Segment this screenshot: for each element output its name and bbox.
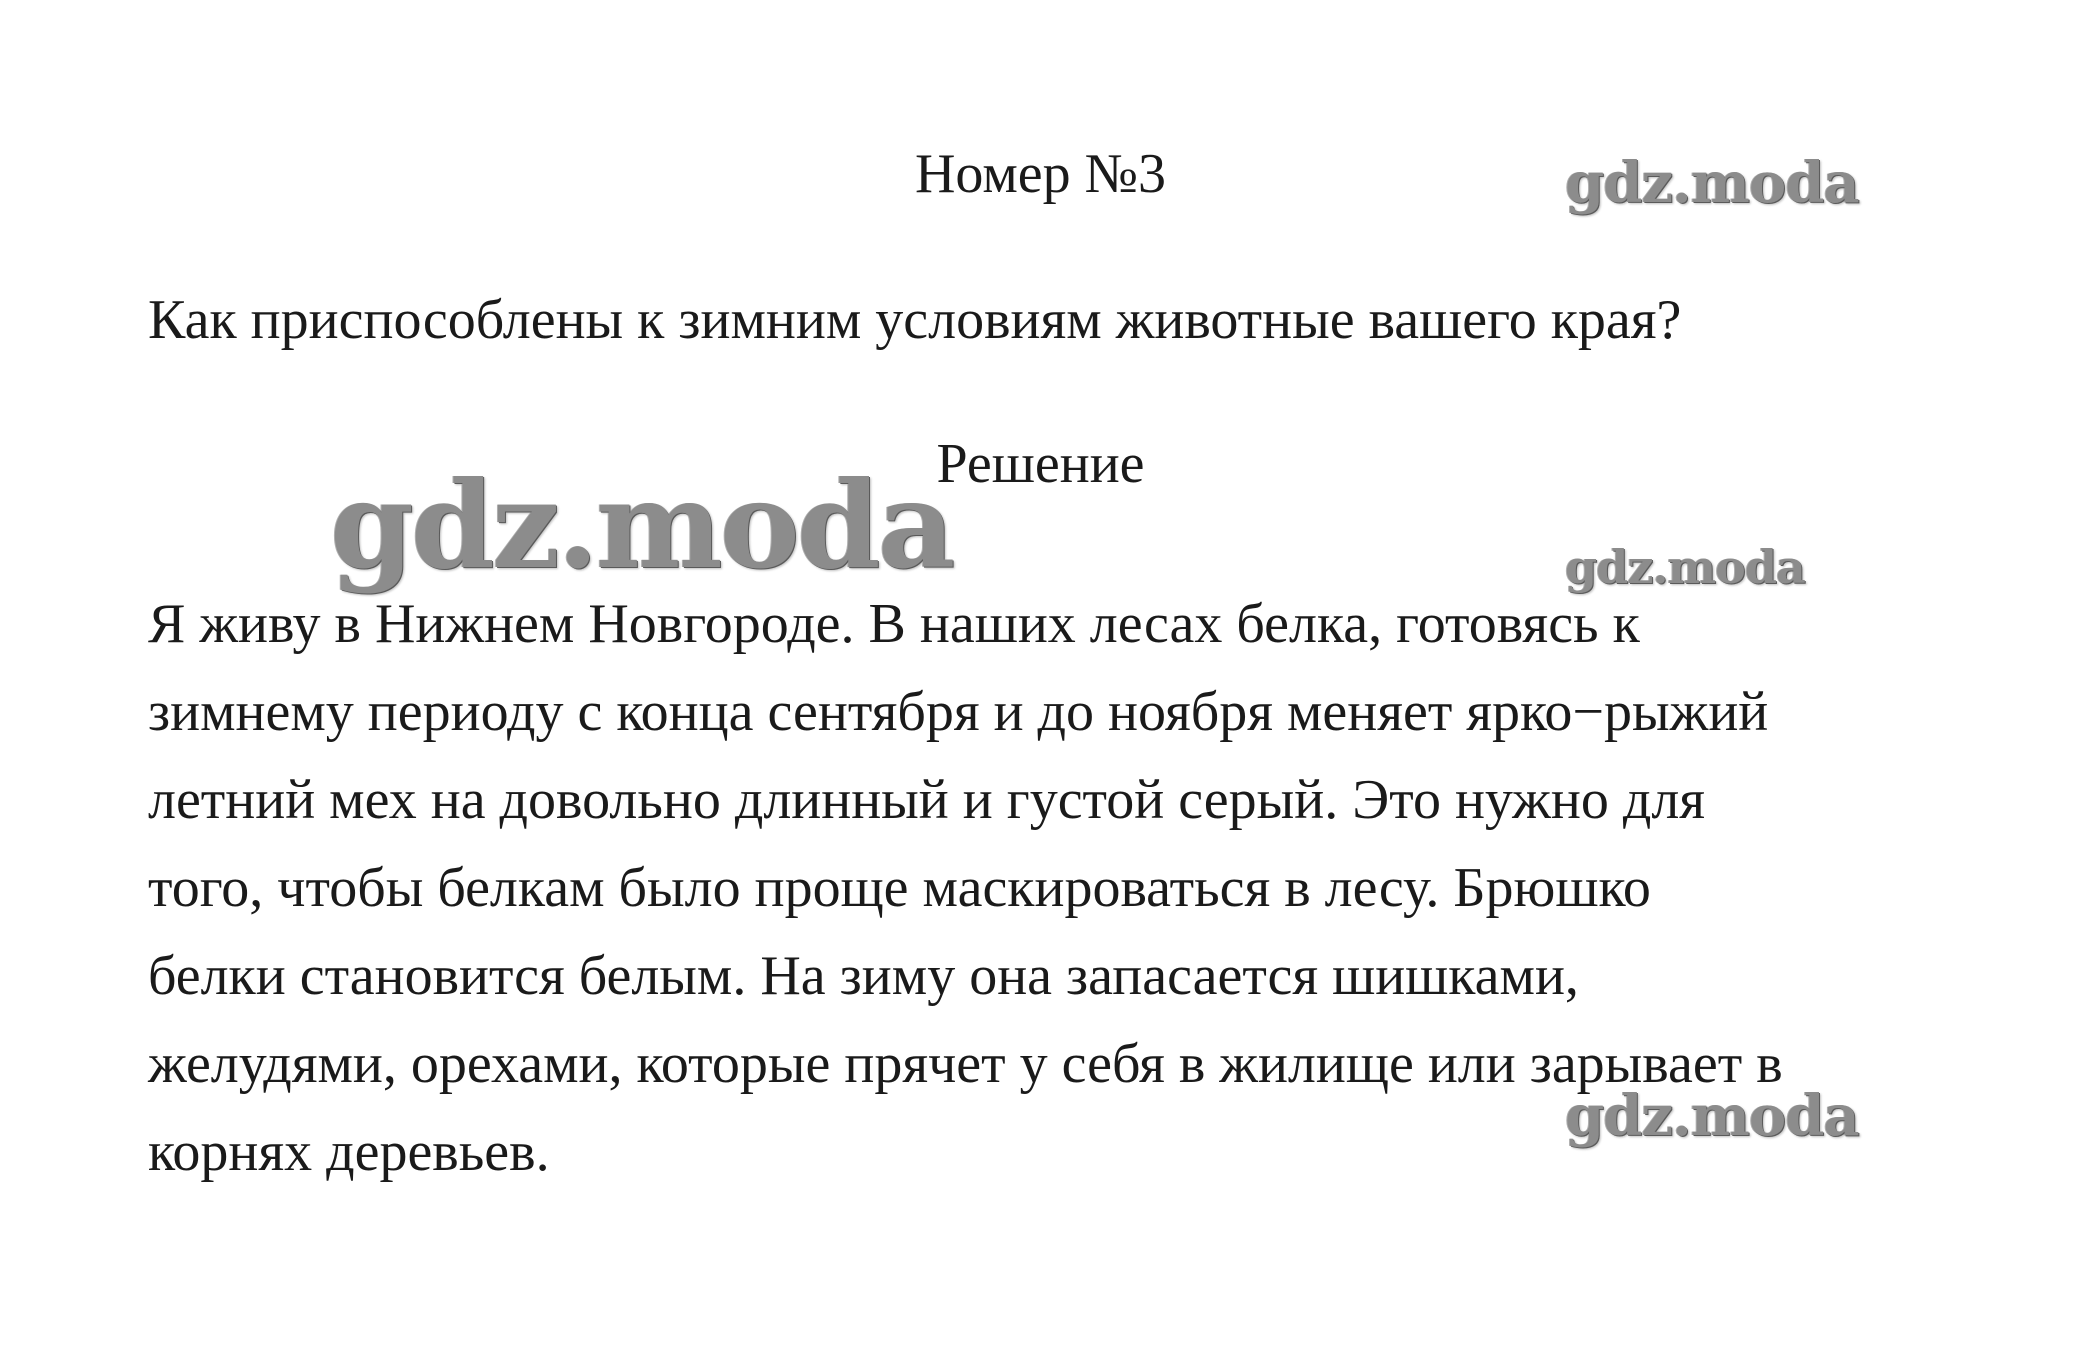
answer-line: того, чтобы белкам было проще маскироваться в лесу. Брюшко [148,857,1651,919]
watermark-logo-top: gdz.moda [1565,150,1859,216]
answer-line: летний мех на довольно длинный и густой серый. Это нужно для [148,769,1706,831]
page-title: Номер №3 [914,143,1167,205]
watermark-logo-bottom: gdz.moda [1565,1083,1859,1149]
answer-line: белки становится белым. На зиму она запасается шишками, [148,945,1579,1007]
answer-line: желудями, орехами, которые прячет у себя в жилище или зарывает в [148,1033,1783,1095]
watermark-logo-middle: gdz.moda [1565,540,1805,594]
answer-line: зимнему периоду с конца сентября и до ноября меняет ярко−рыжий [148,681,1769,743]
watermark-logo-large: gdz.moda [330,455,953,596]
question-text: Как приспособлены к зимним условиям животные вашего края? [148,289,1682,351]
solution-heading: Решение [936,433,1145,495]
answer-line: Я живу в Нижнем Новгороде. В наших лесах белка, готовясь к [148,593,1640,655]
answer-line: корнях деревьев. [148,1121,550,1183]
